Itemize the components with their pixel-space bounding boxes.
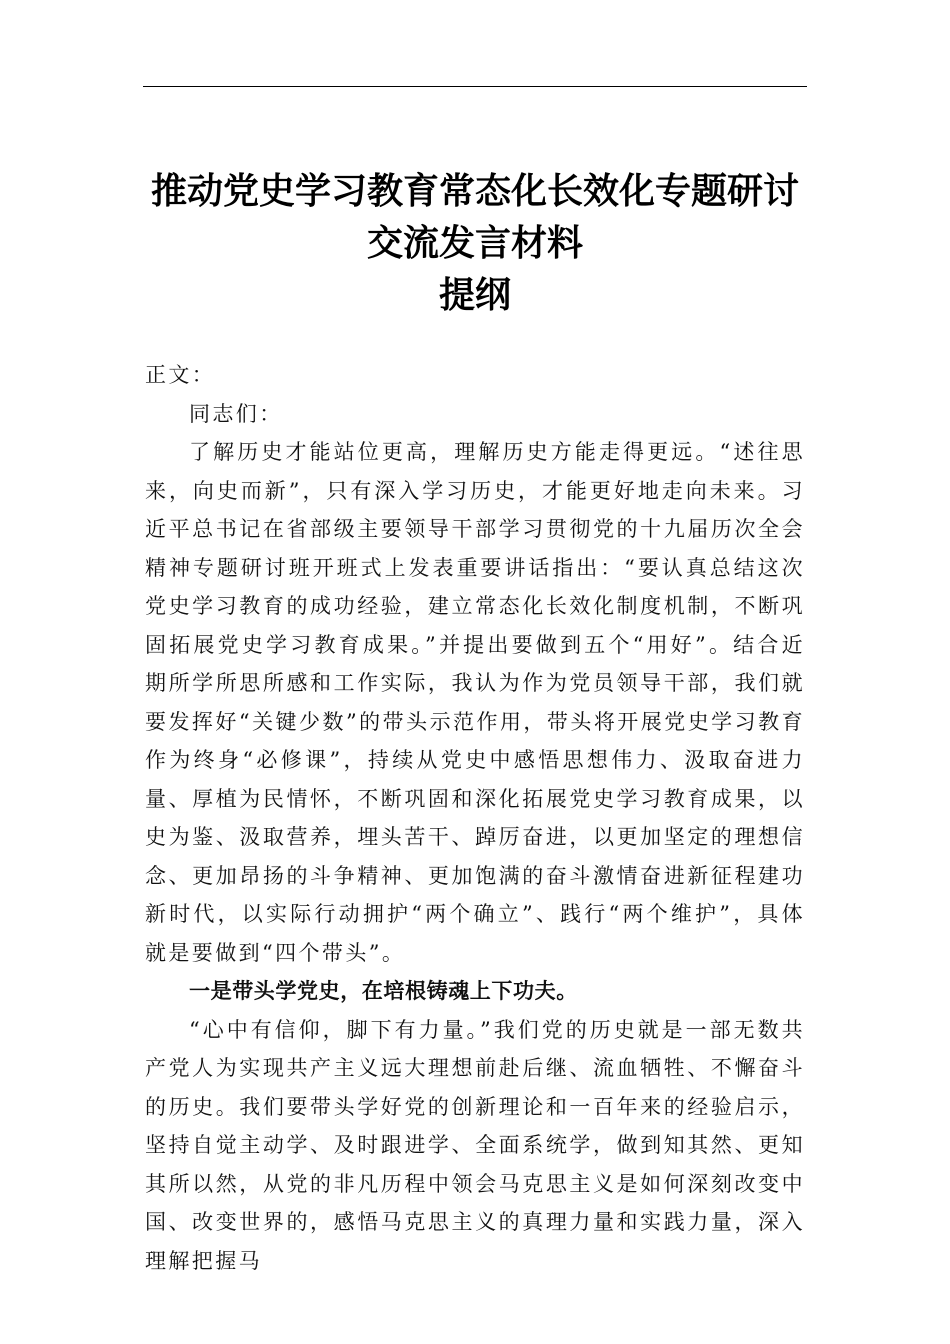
title-line-3: 提纲 [438, 275, 511, 316]
label-zhengwen: 正文： [145, 363, 216, 387]
header-rule [143, 86, 807, 87]
salutation: 同志们： [189, 401, 283, 426]
paragraph-intro: 了解历史才能站位更高，理解历史方能走得更远。“述往思来，向史而新”，只有深入学习历史，才能更好地走向未来。习近平总书记在省部级主要领导干部学习贯彻党的十九届历次全会精神专题研讨班开班式上发表重要讲话指出：“要认真总结这次党史学习教育的成功经验，建立常态化长效化制度机制，不断巩固拓展党史学习教育成果。”并提出要做到五个“用好”。结合近期所学所思所感和工作实际，我认为作为党员领导干部，我们就要发挥好“关键少数”的带头示范作用，带头将开展党史学习教育作为终身“必修课”，持续从党史中感悟思想伟力、汲取奋进力量、厚植为民情怀，不断巩固和深化拓展党史学习教育成果，以史为鉴、汲取营养，埋头苦干、踔厉奋进，以更加坚定的理想信念、更加昂扬的斗争精神、更加饱满的奋斗激情奋进新征程建功新时代，以实际行动拥护“两个确立”、践行“两个维护”，具体就是要做到“四个带头”。 [145, 440, 805, 965]
title-line-2: 交流发言材料 [366, 223, 583, 264]
title-line-1: 推动党史学习教育常态化长效化专题研讨 [150, 171, 799, 212]
section-heading-1: 一是带头学党史，在培根铸魂上下功夫。 [189, 979, 578, 1003]
paragraph-section-1: “心中有信仰，脚下有力量。”我们党的历史就是一部无数共产党人为实现共产主义远大理想前赴后继、流血牺牲、不懈奋斗的历史。我们要带头学好党的创新理论和一百年来的经验启示，坚持自觉主动学、及时跟进学、全面系统学，做到知其然、更知其所以然，从党的非凡历程中领会马克思主义是如何深刻改变中国、改变世界的，感悟马克思主义的真理力量和实践力量，深入理解把握马 [145, 1017, 805, 1273]
document-body [145, 356, 805, 1280]
document-title [100, 166, 850, 322]
